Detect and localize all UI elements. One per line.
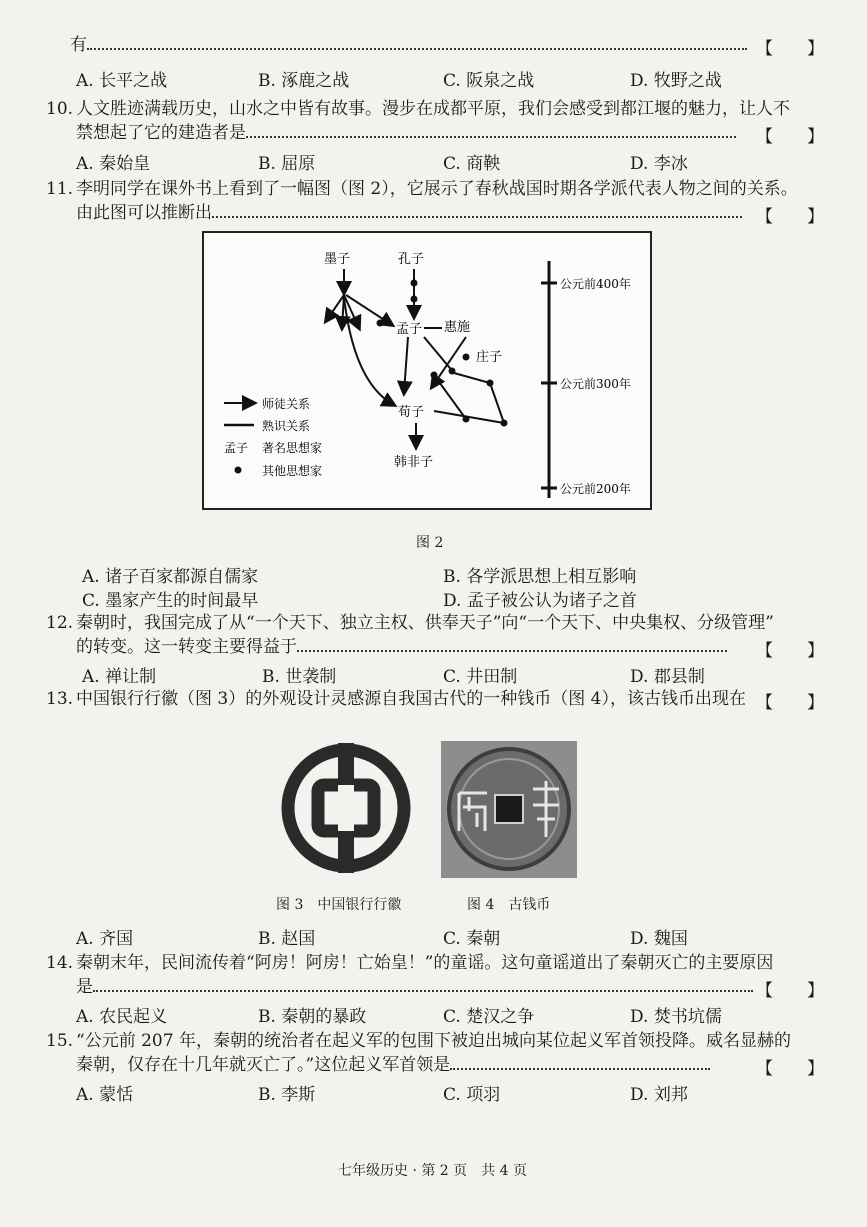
figure3-caption: 图 3 中国银行行徽	[276, 897, 402, 913]
q14-stem-line2: 是	[76, 976, 753, 998]
q9-option-a[interactable]: A. 长平之战	[76, 71, 168, 91]
name-huishi: 惠施	[444, 320, 471, 335]
q10-option-d[interactable]: D. 李冰	[630, 154, 688, 174]
q15-option-c[interactable]: C. 项羽	[443, 1085, 501, 1105]
name-hanfeizi: 韩非子	[394, 455, 434, 470]
q14-option-b[interactable]: B. 秦朝的暴政	[258, 1007, 367, 1027]
q12-option-b[interactable]: B. 世袭制	[262, 667, 337, 687]
legend-acquaint: 熟识关系	[262, 419, 311, 433]
q11-option-d[interactable]: D. 孟子被公认为诸子之首	[443, 591, 637, 611]
q14-stem-line1: 14. 秦朝末年，民间流传着“阿房！阿房！亡始皇！”的童谣。这句童谣道出了秦朝灭亡的主要原因	[46, 953, 774, 973]
timeline-label-200: 公元前200年	[560, 482, 631, 496]
name-kongzi: 孔子	[398, 252, 425, 267]
legend-dot-icon	[235, 467, 242, 474]
q13-option-b[interactable]: B. 赵国	[258, 929, 316, 949]
q9-option-d[interactable]: D. 牧野之战	[630, 71, 722, 91]
q13-option-a[interactable]: A. 齐国	[76, 929, 134, 949]
name-xunzi: 荀子	[398, 405, 425, 420]
q15-stem-line2: 秦朝，仅存在十几年就灭亡了。”这位起义军首领是	[76, 1054, 710, 1076]
q14-option-d[interactable]: D. 焚书坑儒	[630, 1007, 722, 1027]
q14-answer-bracket[interactable]: 【 】	[756, 981, 824, 1001]
q13-stem-line1: 13. 中国银行行徽（图 3）的外观设计灵感源自我国古代的一种钱币（图 4），该古钱币出现在	[46, 689, 746, 709]
q12-option-d[interactable]: D. 郡县制	[630, 667, 705, 687]
bank-of-china-logo	[281, 743, 411, 873]
q10-option-a[interactable]: A. 秦始皇	[76, 154, 151, 174]
ancient-coin-photo	[441, 741, 577, 878]
q15-option-a[interactable]: A. 蒙恬	[76, 1085, 134, 1105]
q10-answer-bracket[interactable]: 【 】	[756, 127, 824, 147]
q10-stem-line1: 10. 人文胜迹满载历史，山水之中皆有故事。漫步在成都平原，我们会感受到都江堰的魅力，让人不	[46, 99, 790, 119]
name-mozi: 墨子	[324, 252, 351, 267]
q9-option-b[interactable]: B. 涿鹿之战	[258, 71, 350, 91]
q15-option-d[interactable]: D. 刘邦	[630, 1085, 688, 1105]
q12-answer-bracket[interactable]: 【 】	[756, 641, 824, 661]
diagram-canvas	[204, 233, 650, 508]
q15-stem-line1: 15. “公元前 207 年，秦朝的统治者在起义军的包围下被迫出城向某位起义军首领投降。威名显赫的	[46, 1031, 791, 1051]
q12-option-a[interactable]: A. 禅让制	[82, 667, 157, 687]
name-zhuangzi: 庄子	[476, 350, 503, 365]
q13-option-c[interactable]: C. 秦朝	[443, 929, 501, 949]
schools-relationship-diagram	[202, 231, 652, 510]
q12-option-c[interactable]: C. 井田制	[443, 667, 518, 687]
timeline-label-400: 公元前400年	[560, 277, 631, 291]
legend-teacher: 师徒关系	[262, 397, 311, 411]
q11-option-b[interactable]: B. 各学派思想上相互影响	[443, 567, 637, 587]
q9-tail: 有	[70, 34, 747, 56]
q12-stem-line1: 12. 秦朝时，我国完成了从“一个天下、独立主权、供奉天子”向“一个天下、中央集权、分级管理”	[46, 613, 774, 633]
page-footer: 七年级历史 · 第 2 页 共 4 页	[338, 1163, 527, 1179]
figure4-caption: 图 4 古钱币	[467, 897, 551, 913]
figure2-caption: 图 2	[416, 535, 444, 551]
q15-answer-bracket[interactable]: 【 】	[756, 1059, 824, 1079]
q13-answer-bracket[interactable]: 【 】	[756, 693, 824, 713]
q10-option-b[interactable]: B. 屈原	[258, 154, 316, 174]
q9-answer-bracket[interactable]: 【 】	[756, 39, 824, 59]
coin-icon	[441, 741, 577, 878]
q12-stem-line2: 的转变。这一转变主要得益于	[76, 636, 727, 658]
q11-answer-bracket[interactable]: 【 】	[756, 207, 824, 227]
legend-other: 其他思想家	[262, 464, 323, 478]
q11-stem-line1: 11. 李明同学在课外书上看到了一幅图（图 2），它展示了春秋战国时期各学派代表人物之间的关系。	[46, 179, 798, 199]
teacher-arrows	[326, 269, 466, 447]
q9-option-c[interactable]: C. 阪泉之战	[443, 71, 535, 91]
q15-option-b[interactable]: B. 李斯	[258, 1085, 316, 1105]
q14-option-c[interactable]: C. 楚汉之争	[443, 1007, 535, 1027]
q13-option-d[interactable]: D. 魏国	[630, 929, 688, 949]
q10-stem-line2: 禁想起了它的建造者是	[76, 122, 736, 144]
timeline-label-300: 公元前300年	[560, 377, 631, 391]
q11-option-a[interactable]: A. 诸子百家都源自儒家	[82, 567, 259, 587]
legend-famous-sample: 孟子	[224, 441, 249, 455]
q11-option-c[interactable]: C. 墨家产生的时间最早	[82, 591, 259, 611]
q11-stem-line2: 由此图可以推断出	[76, 202, 742, 224]
legend-famous: 著名思想家	[262, 441, 323, 455]
q10-option-c[interactable]: C. 商鞅	[443, 154, 501, 174]
name-mengzi: 孟子	[396, 322, 423, 337]
q14-option-a[interactable]: A. 农民起义	[76, 1007, 168, 1027]
